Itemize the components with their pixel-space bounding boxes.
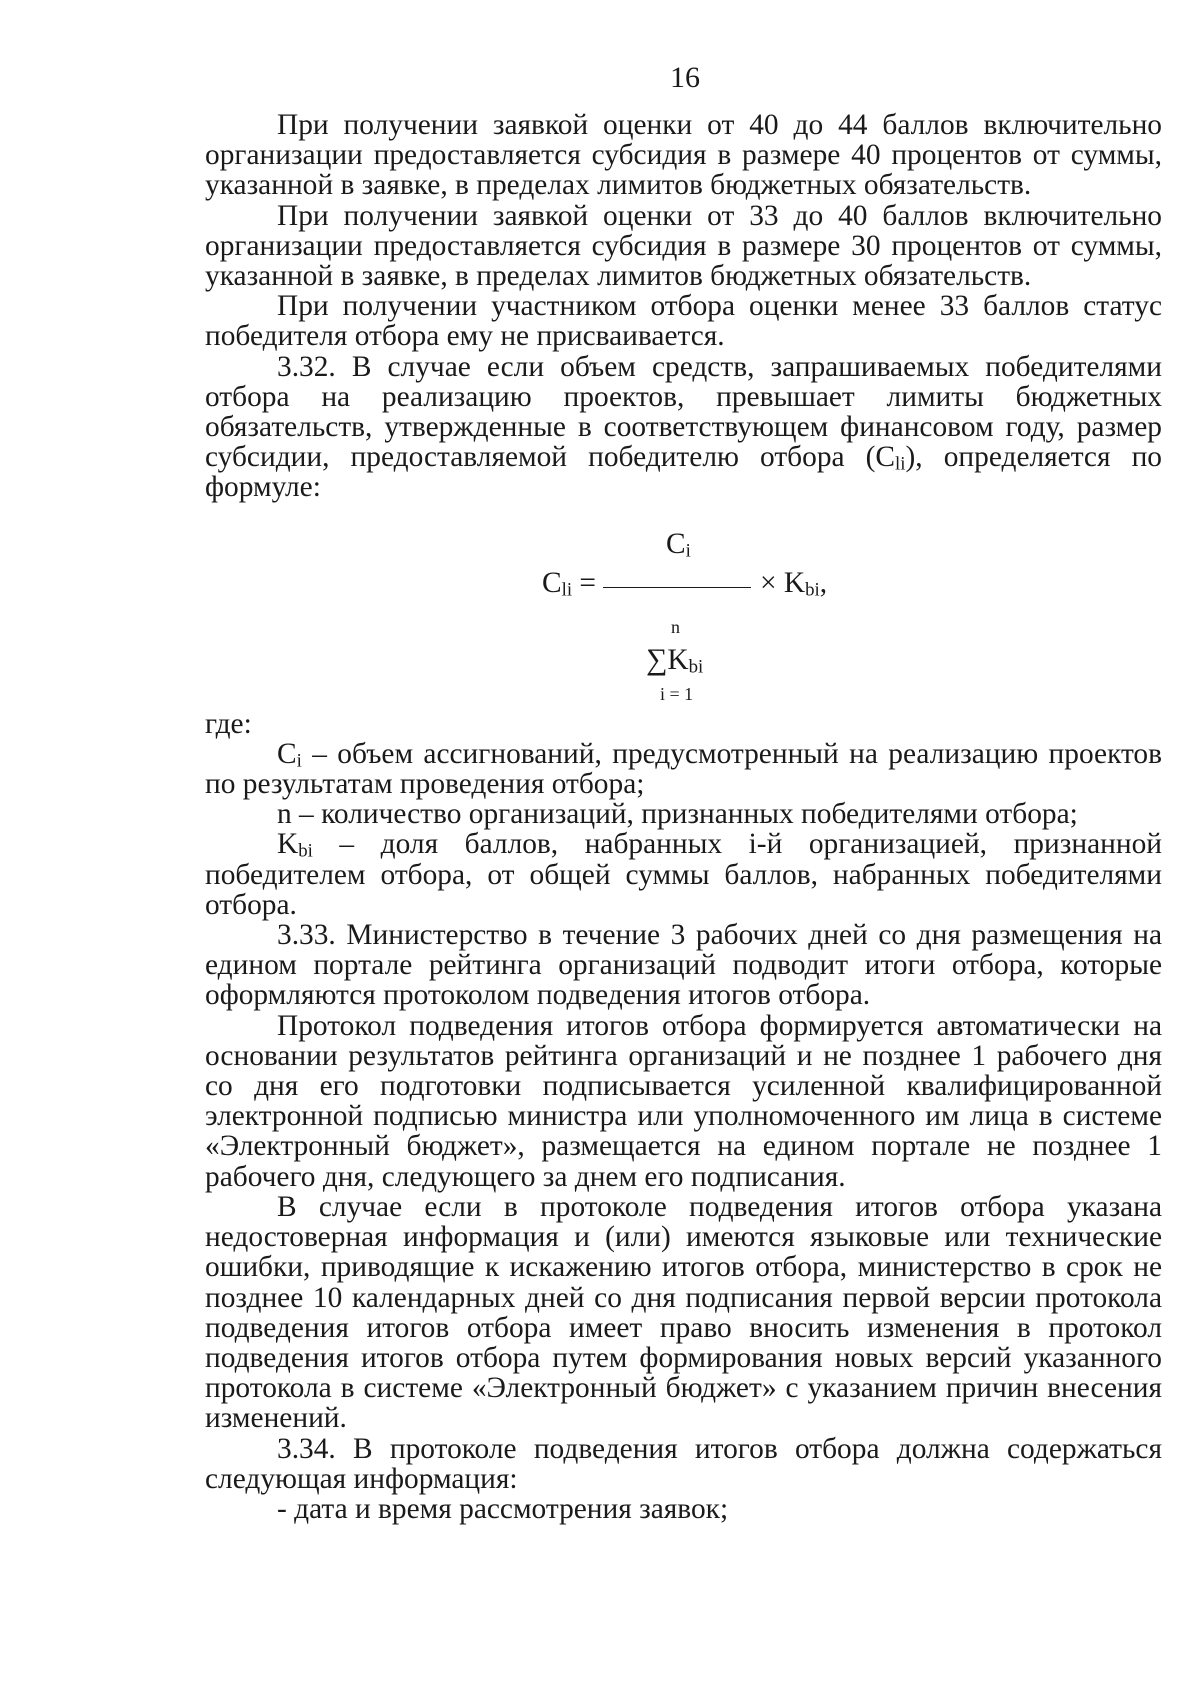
sum-lower-limit: i = 1 — [660, 683, 694, 704]
page-number: 16 — [670, 61, 700, 94]
definition-ci: $C_i$ – объем ассигнований, предусмотренный на реализацию проектов по результатам проведения отбора; — [205, 737, 1162, 801]
formula-denominator: $\sum K_{bi}$ — [646, 642, 704, 678]
formula-numerator: $C_i$ — [666, 527, 691, 562]
formula-lhs: $C_{li}$ = — [542, 566, 596, 601]
paragraph-3-34: 3.34. В протоколе подведения итогов отбора должна содержаться следующая информация: — [205, 1432, 1162, 1495]
where-label: где: — [205, 707, 252, 740]
definition-kbi: $K_{bi}$ – доля баллов, набранных i-й организацией, признанной победителем отбора, от общей суммы баллов, набранных победителями отбора. — [205, 828, 1162, 921]
paragraph-protocol-formation: Протокол подведения итогов отбора формируется автоматически на основании результатов рейтинга организаций и не позднее 1 рабочего дня со дня его подготовки подписывается усиленной квалифицированной электронной подписью министра или уполномоченного им лица в системе «Электронный бюджет», размещается на едином портале не позднее 1 рабочего дня, следующего за днем его подписания. — [205, 1009, 1162, 1193]
paragraph-score-40-44: При получении заявкой оценки от 40 до 44 баллов включительно организации предоставляется субсидия в размере 40 процентов от суммы, указанной в заявке, в пределах лимитов бюджетных обязательств. — [205, 109, 1162, 202]
document-body — [205, 110, 1162, 1524]
list-item-review-date: - дата и время рассмотрения заявок; — [277, 1492, 729, 1525]
definition-n: n – количество организаций, признанных победителями отбора; — [277, 798, 1078, 831]
sigma-icon: ∑ — [646, 642, 668, 676]
formula-multiplier: × $K_{bi}$, — [760, 566, 828, 601]
paragraph-3-32: 3.32. В случае если объем средств, запрашиваемых победителями отбора на реализацию проектов, превышает лимиты бюджетных обязательств, утвержденные в соответствующем финансовом году, размер субсидии, предоставляемой победителю отбора $(C_{li})$, определяется по формуле: — [205, 350, 1162, 504]
paragraph-score-below-33: При получении участником отбора оценки менее 33 баллов статус победителя отбора ему не присваивается. — [205, 290, 1162, 353]
fraction-bar — [603, 587, 751, 588]
subsidy-formula — [205, 503, 1162, 709]
sum-upper-limit: n — [671, 616, 680, 637]
paragraph-score-33-40: При получении заявкой оценки от 33 до 40 баллов включительно организации предоставляется субсидия в размере 30 процентов от суммы, указанной в заявке, в пределах лимитов бюджетных обязательств. — [205, 199, 1162, 293]
paragraph-protocol-corrections: В случае если в протоколе подведения итогов отбора указана недостоверная информация и (или) имеются языковые или технические ошибки, приводящие к искажению итогов отбора, министерство в срок не позднее 10 календарных дней со дня подписания первой версии протокола подведения итогов отбора имеет право вносить изменения в протокол подведения итогов отбора путем формирования новых версий указанного протокола в системе «Электронный бюджет» с указанием причин внесения изменений. — [205, 1190, 1162, 1435]
paragraph-3-33: 3.33. Министерство в течение 3 рабочих дней со дня размещения на едином портале рейтинга организаций подводит итоги отбора, которые оформляются протоколом подведения итогов отбора. — [205, 919, 1162, 1012]
